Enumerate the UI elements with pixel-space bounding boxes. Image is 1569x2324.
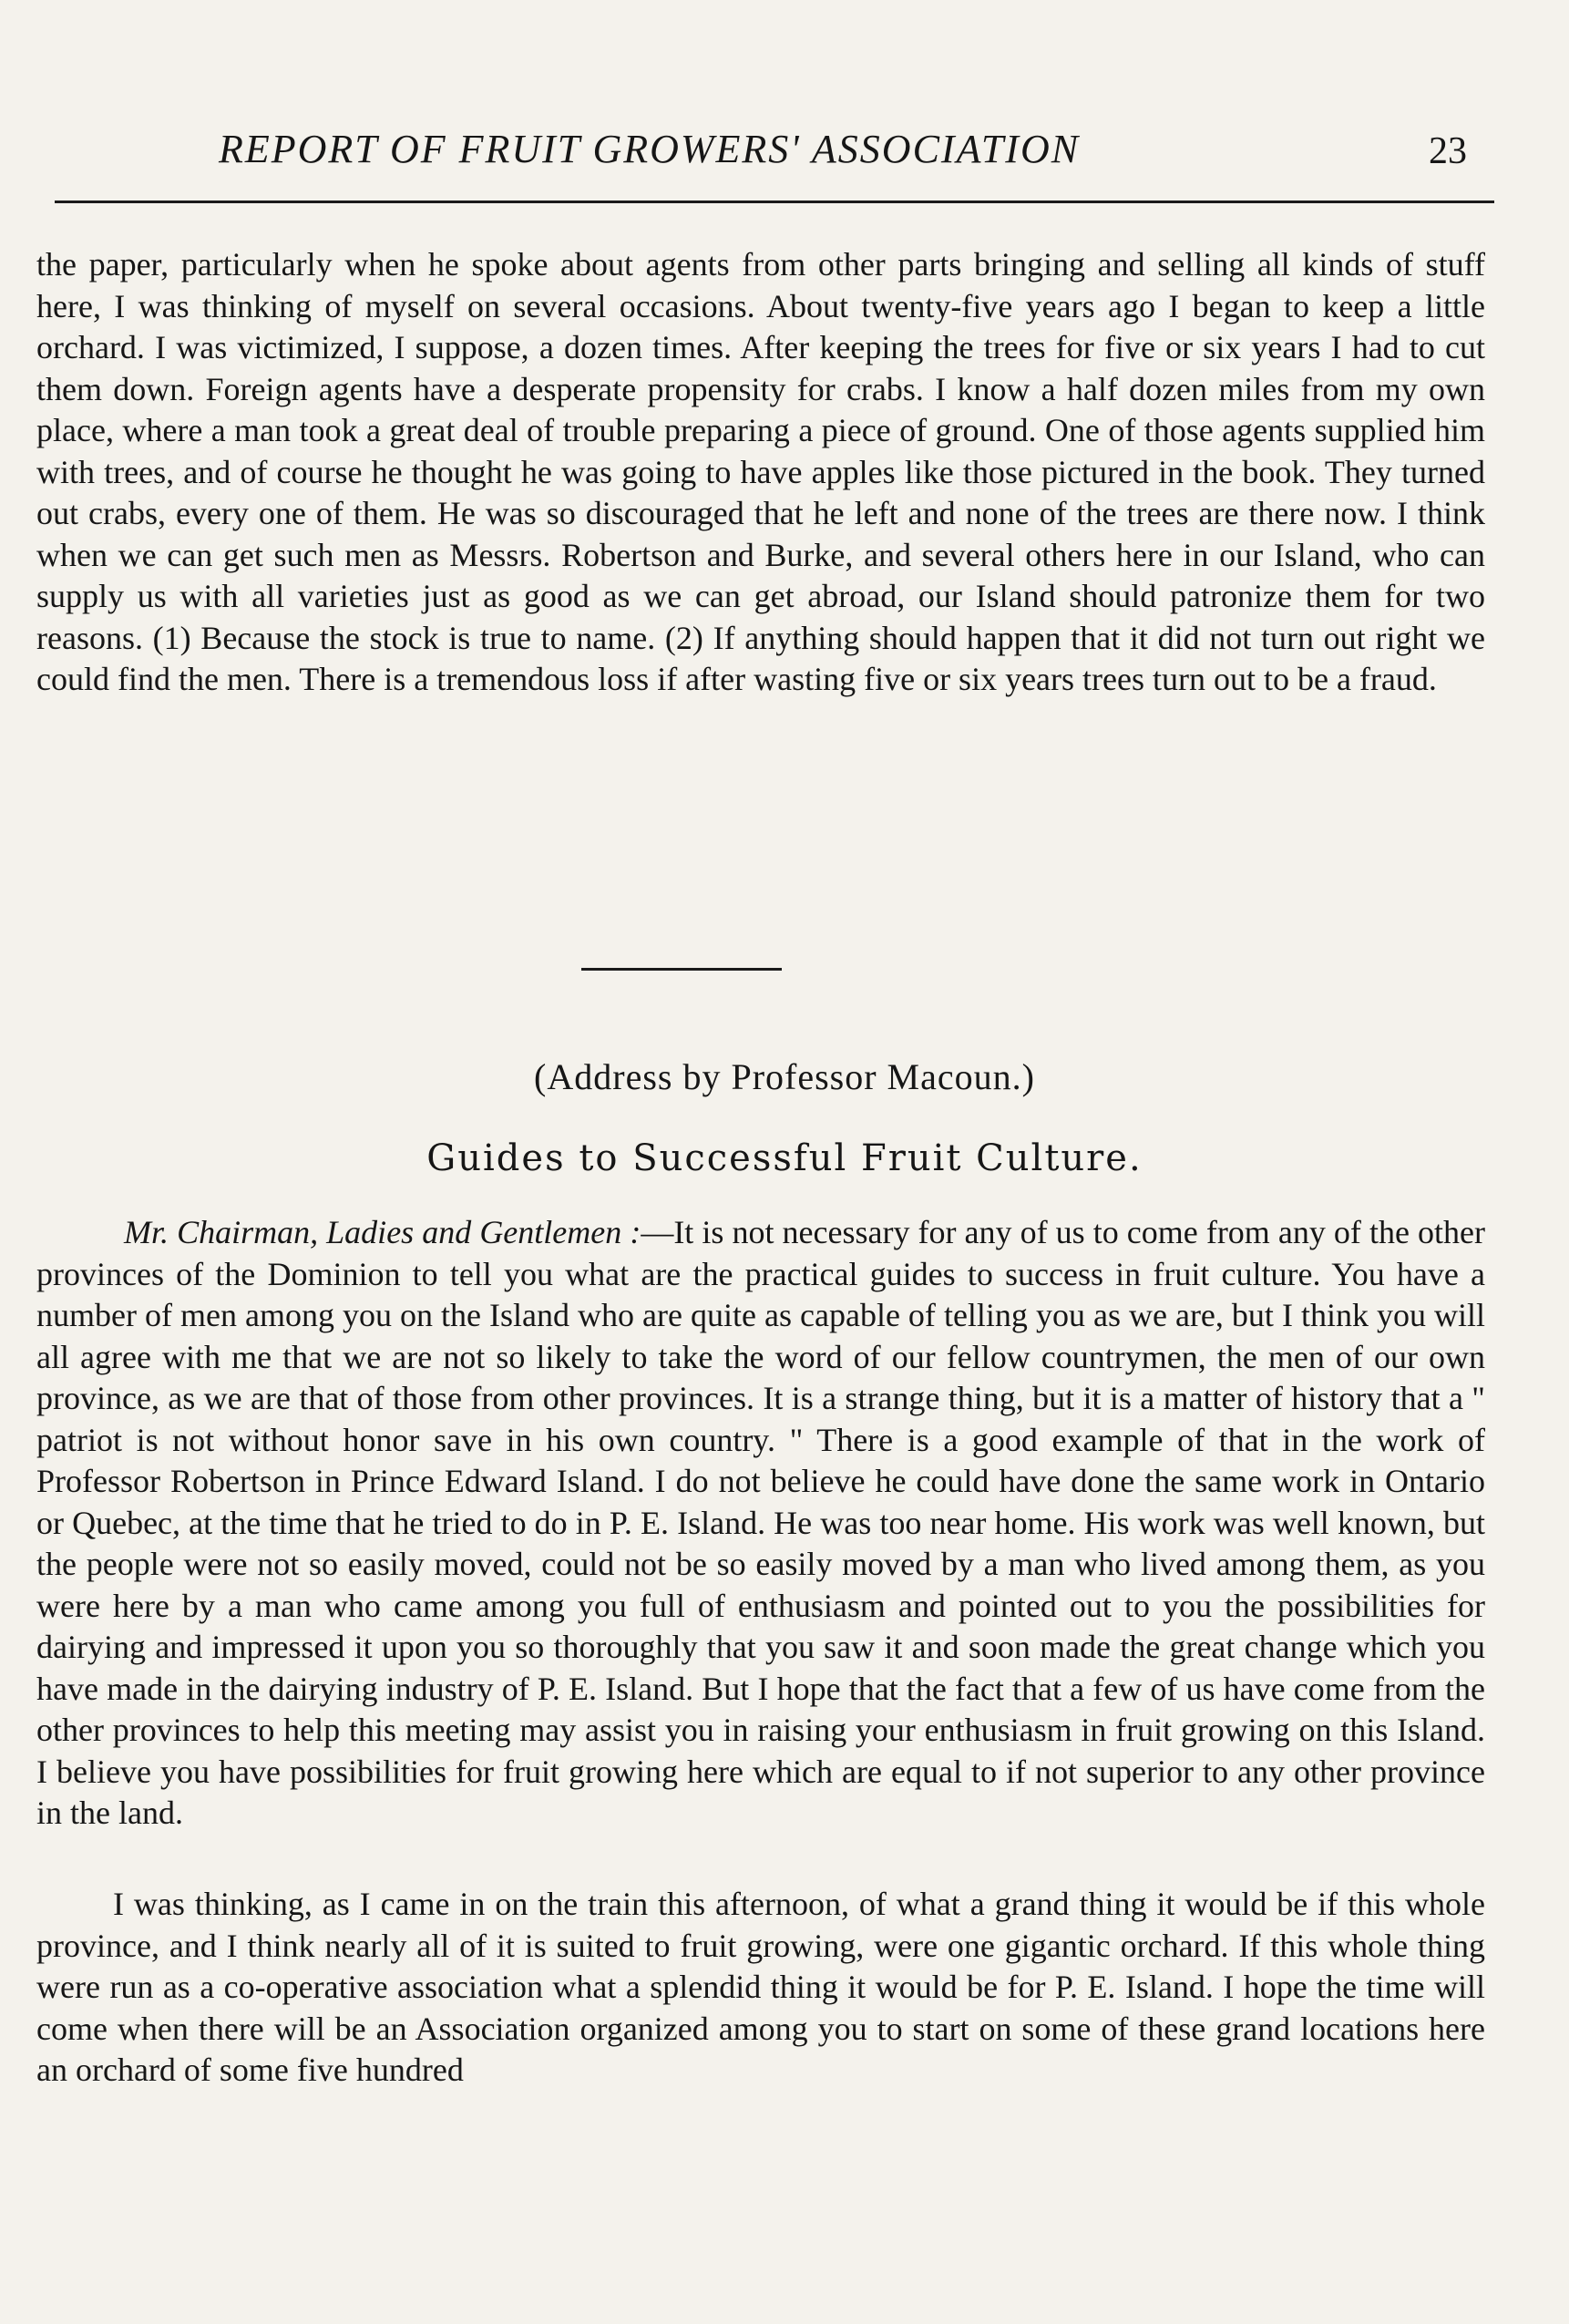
paragraph-orchard: I was thinking, as I came in on the train this afternoon, of what a grand thing it would be if this whole province, and I think nearly all of it is suited to fruit growing, were one gigantic orchard. If this whole thing were run as a co-operative association what a splendid thing it would be for P. E. Island. I hope the time will come when there will be an Association organized among you to start on some of these grand locations here an orchard of some five hundred — [36, 1886, 1485, 2088]
paragraph-continued: the paper, particularly when he spoke about agents from other parts bringing and selling all kinds of stuff here, I was thinking of myself on several occasions. About twenty-five years ago I began to keep a little orchard. I was victimized, I suppose, a dozen times. After keeping the trees for five or six years I had to cut them down. Foreign agents have a desperate propensity for crabs. I know a half dozen miles from my own place, where a man took a great deal of trouble preparing a piece of ground. One of those agents supplied him with trees, and of course he thought he was going to have apples like those pictured in the book. They turned out crabs, every one of them. He was so discouraged that he left and none of the trees are there now. I think when we can get such men as Messrs. Robertson and Burke, and several others here in our Island, who can supply us with all varieties just as good as we can get abroad, our Island should patronize them for two reasons. (1) Because the stock is true to name. (2) If anything should happen that it did not turn out right we could find the men. There is a tremendous loss if after wasting five or six years trees turn out to be a fraud. — [36, 246, 1485, 697]
running-head: REPORT OF FRUIT GROWERS' ASSOCIATION — [219, 127, 1081, 171]
section-title: Guides to Successful Fruit Culture. — [426, 1137, 1143, 1179]
salutation: Mr. Chairman, Ladies and Gentlemen : — [124, 1214, 641, 1250]
address-attribution: (Address by Professor Macoun.) — [534, 1056, 1035, 1097]
section-divider — [581, 968, 782, 971]
paragraph-address-body: —It is not necessary for any of us to come from any of the other provinces of the Dominion to tell you what are the practical guides to success in fruit culture. You have a number of men among you on the Island who are quite as capable of telling you as we are, but I think you will all agree with me that we are not so likely to take the word of our fellow countrymen, the men of our own province, as we are that of those from other provinces. It is a strange thing, but it is a matter of history that a " patriot is not without honor save in his own country. " There is a good example of that in the work of Professor Robertson in Prince Edward Island. I do not believe he could have done the same work in Ontario or Quebec, at the time that he tried to do in P. E. Island. He was too near home. His work was well known, but the people were not so easily moved, could not be so easily moved by a man who lived among them, as you were here by a man who came among you full of enthusiasm and pointed out to you the possibilities for dairying and impressed it upon you so thoroughly that you saw it and soon made the great change which you have made in the dairying industry of P. E. Island. But I hope that the fact that a few of us have come from the other provinces to help this meeting may assist you in raising your enthusiasm in fruit growing on this Island. I believe you have possibilities for fruit growing here which are equal to if not superior to any other province in the land. — [36, 1214, 1486, 1831]
header-rule — [55, 201, 1494, 203]
page-number: 23 — [1429, 130, 1467, 172]
page-header — [55, 126, 1494, 190]
paragraph-address-opening — [36, 1212, 1485, 1835]
